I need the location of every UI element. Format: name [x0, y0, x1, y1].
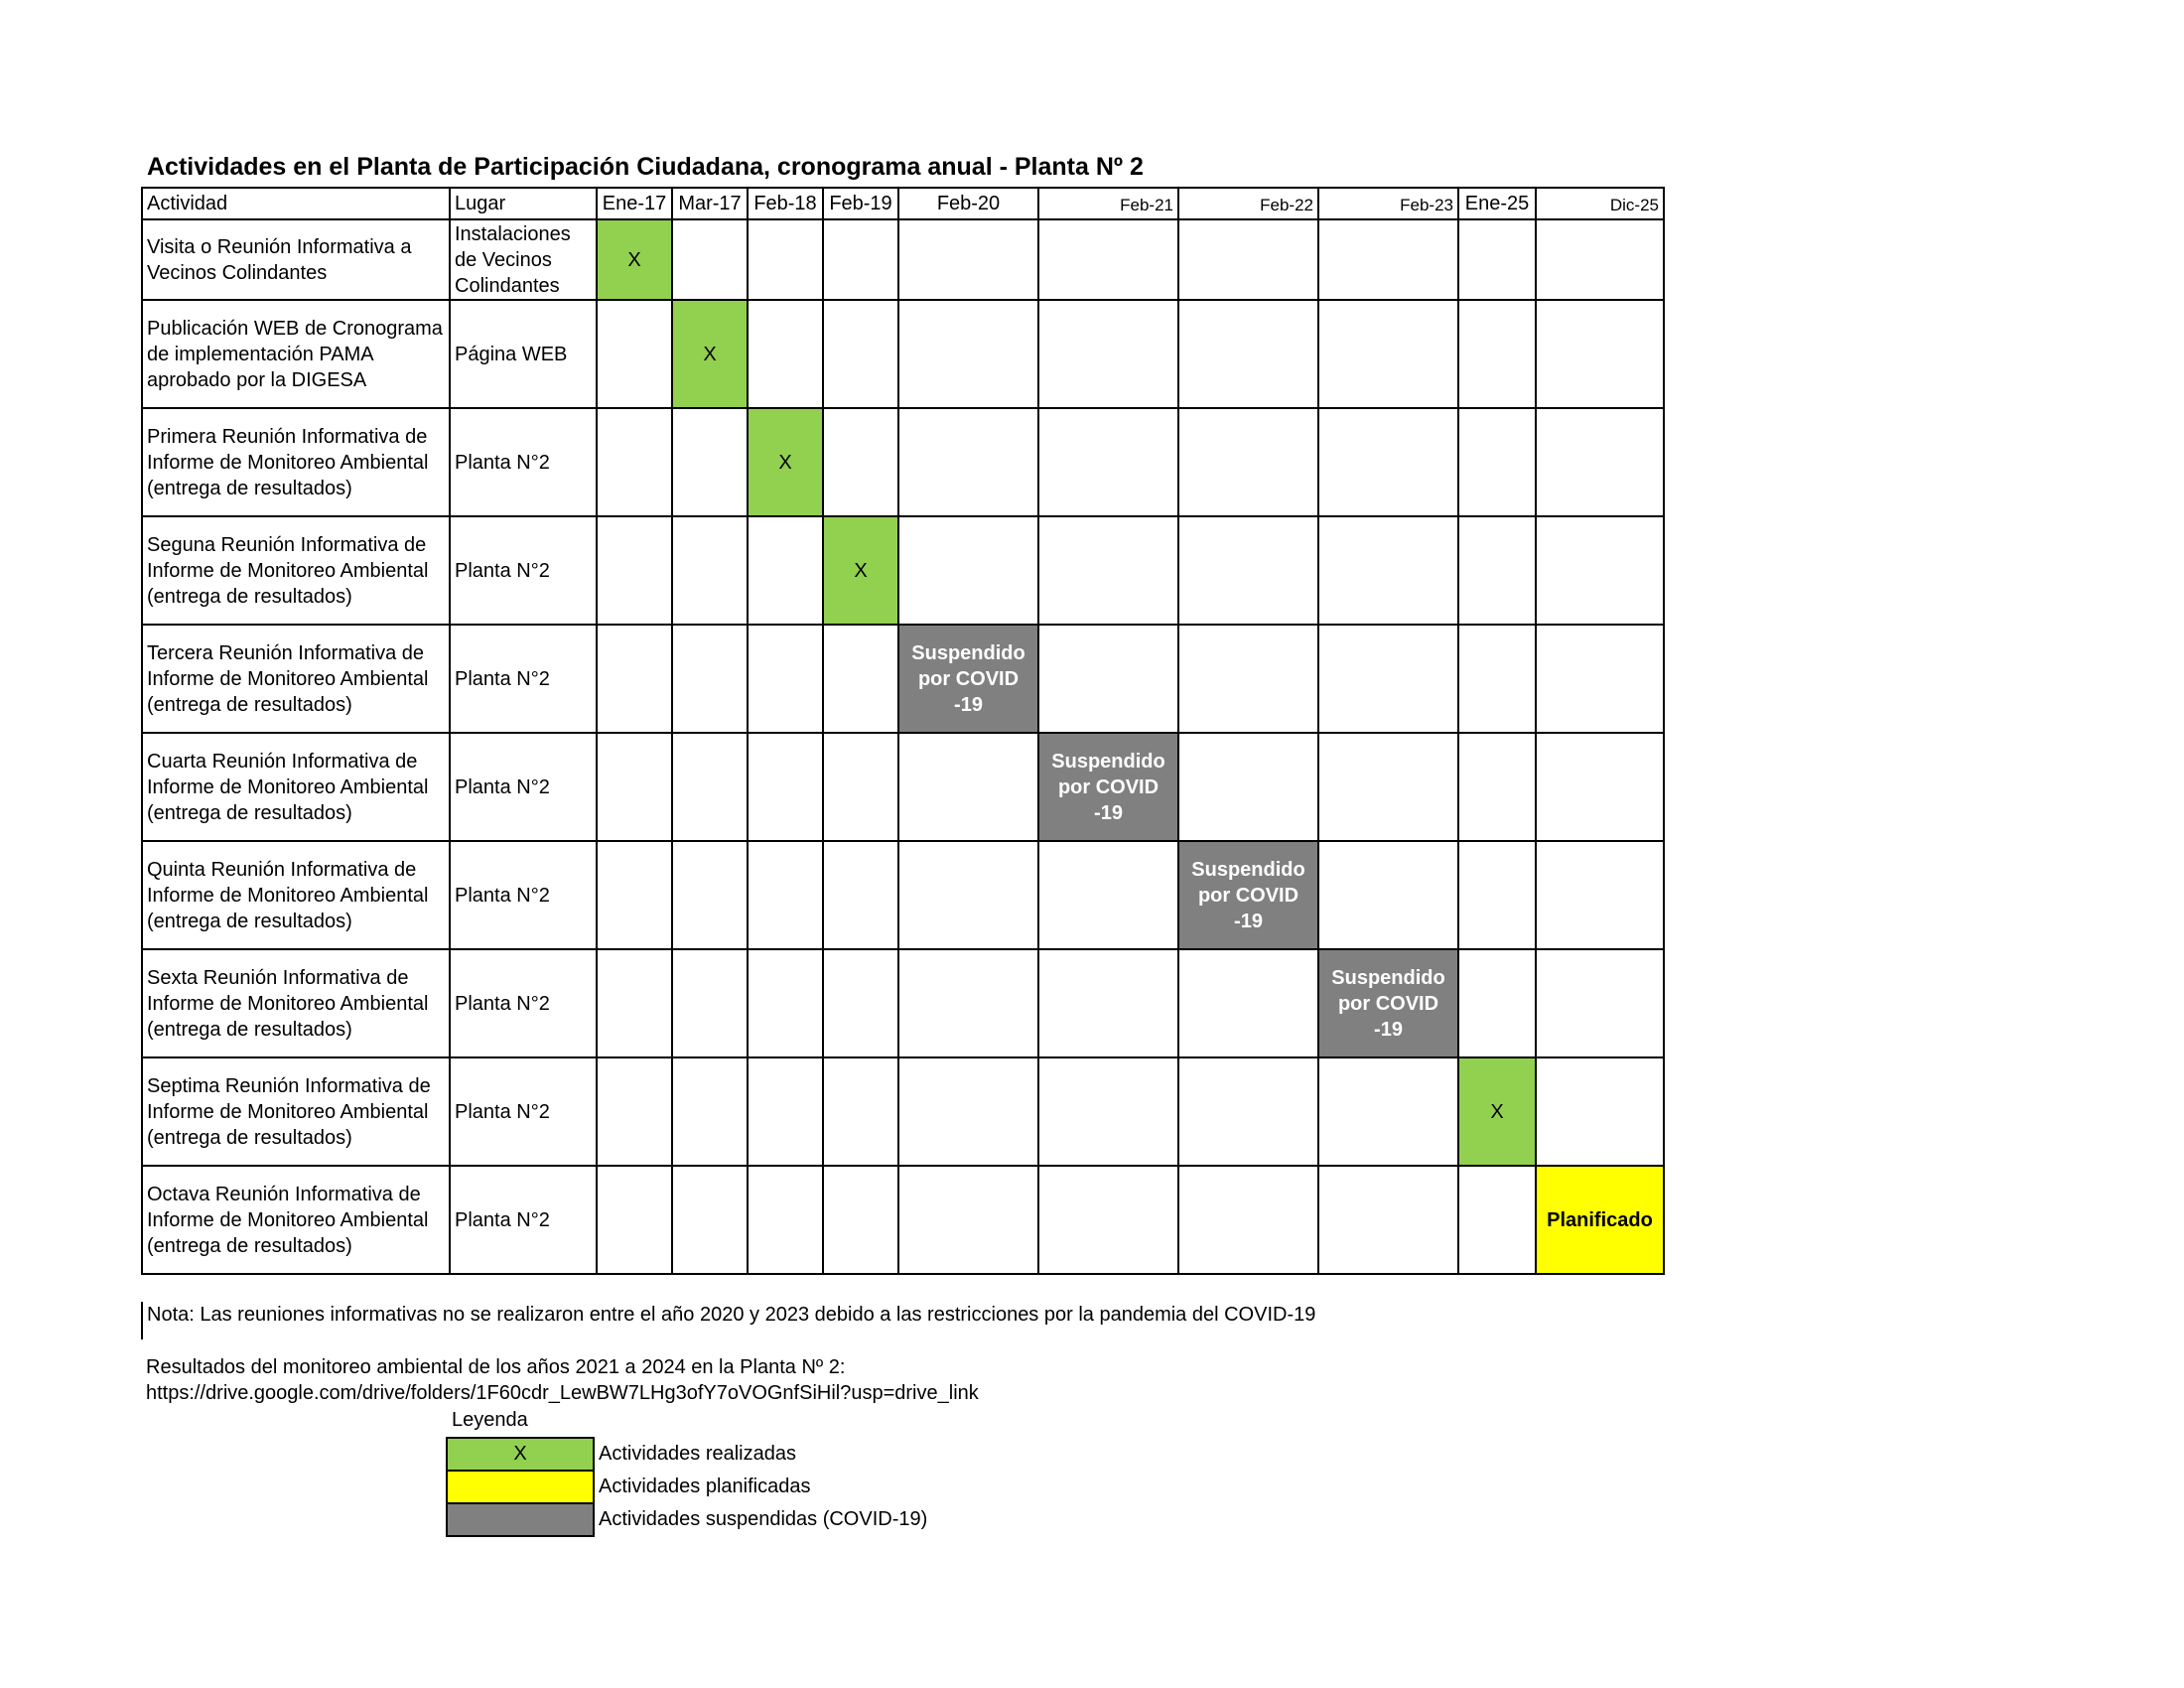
empty-cell: [597, 516, 672, 625]
empty-cell: [748, 1166, 823, 1274]
empty-cell: [1536, 733, 1664, 841]
empty-cell: [1038, 949, 1178, 1057]
legend-label: Actividades suspendidas (COVID-19): [599, 1508, 928, 1530]
suspended-cell: Suspendido por COVID -19: [1178, 841, 1318, 949]
legend-swatch: X: [447, 1438, 594, 1471]
empty-cell: [1038, 1057, 1178, 1166]
empty-cell: [672, 625, 748, 733]
table-row: [142, 949, 1664, 1057]
table-row: [142, 219, 1664, 300]
header-row: [142, 188, 1664, 219]
legend-label: Actividades planificadas: [599, 1476, 811, 1497]
empty-cell: [898, 408, 1038, 516]
empty-cell: [597, 1166, 672, 1274]
schedule-table: [141, 187, 1665, 1275]
empty-cell: [1536, 516, 1664, 625]
empty-cell: [1178, 949, 1318, 1057]
empty-cell: [898, 949, 1038, 1057]
empty-cell: [898, 1057, 1038, 1166]
empty-cell: [597, 408, 672, 516]
place-cell: Planta N°2: [450, 408, 597, 516]
empty-cell: [748, 625, 823, 733]
empty-cell: [748, 733, 823, 841]
table-row: [142, 516, 1664, 625]
header-lugar: Lugar: [450, 188, 597, 219]
empty-cell: [1458, 408, 1536, 516]
results-label: Resultados del monitoreo ambiental de los años 2021 a 2024 en la Planta Nº 2:: [146, 1356, 846, 1378]
suspended-cell: Suspendido por COVID -19: [1318, 949, 1458, 1057]
activity-cell: Visita o Reunión Informativa a Vecinos Colindantes: [142, 219, 450, 300]
legend-label: Actividades realizadas: [599, 1443, 796, 1465]
empty-cell: [898, 219, 1038, 300]
empty-cell: [1178, 219, 1318, 300]
empty-cell: [672, 516, 748, 625]
empty-cell: [1318, 408, 1458, 516]
empty-cell: [1318, 1166, 1458, 1274]
empty-cell: [898, 1166, 1038, 1274]
place-cell: Planta N°2: [450, 1057, 597, 1166]
page-title: Actividades en el Planta de Participación Ciudadana, cronograma anual - Planta Nº 2: [147, 153, 1144, 181]
empty-cell: [672, 841, 748, 949]
place-cell: Planta N°2: [450, 625, 597, 733]
header-month: Mar-17: [672, 188, 748, 219]
empty-cell: [748, 300, 823, 408]
empty-cell: [1458, 949, 1536, 1057]
activity-cell: Octava Reunión Informativa de Informe de Monitoreo Ambiental (entrega de resultados): [142, 1166, 450, 1274]
header-month: Ene-17: [597, 188, 672, 219]
empty-cell: [1038, 841, 1178, 949]
empty-cell: [1458, 733, 1536, 841]
note-text: Nota: Las reuniones informativas no se realizaron entre el año 2020 y 2023 debido a las restricciones por la pandemia del COVID-19: [141, 1302, 1656, 1339]
empty-cell: [898, 516, 1038, 625]
legend: [446, 1437, 929, 1537]
table-row: [142, 1057, 1664, 1166]
empty-cell: [1178, 625, 1318, 733]
empty-cell: [823, 408, 898, 516]
activity-cell: Tercera Reunión Informativa de Informe de Monitoreo Ambiental (entrega de resultados): [142, 625, 450, 733]
place-cell: Planta N°2: [450, 733, 597, 841]
header-month: Ene-25: [1458, 188, 1536, 219]
empty-cell: [1458, 516, 1536, 625]
place-cell: Instalaciones de Vecinos Colindantes: [450, 219, 597, 300]
place-cell: Planta N°2: [450, 949, 597, 1057]
legend-swatch: [447, 1471, 594, 1503]
done-mark-cell: X: [672, 300, 748, 408]
empty-cell: [748, 841, 823, 949]
empty-cell: [1536, 408, 1664, 516]
empty-cell: [672, 1057, 748, 1166]
empty-cell: [1318, 841, 1458, 949]
empty-cell: [597, 300, 672, 408]
empty-cell: [1458, 841, 1536, 949]
empty-cell: [823, 1057, 898, 1166]
empty-cell: [898, 300, 1038, 408]
empty-cell: [1536, 300, 1664, 408]
planned-cell: Planificado: [1536, 1166, 1664, 1274]
empty-cell: [1458, 1166, 1536, 1274]
empty-cell: [1178, 300, 1318, 408]
empty-cell: [1318, 516, 1458, 625]
empty-cell: [672, 219, 748, 300]
empty-cell: [823, 300, 898, 408]
legend-item: [447, 1438, 928, 1471]
empty-cell: [1318, 1057, 1458, 1166]
table-row: [142, 1166, 1664, 1274]
empty-cell: [1536, 219, 1664, 300]
place-cell: Planta N°2: [450, 516, 597, 625]
suspended-cell: Suspendido por COVID -19: [1038, 733, 1178, 841]
legend-item: [447, 1471, 928, 1503]
activity-cell: Cuarta Reunión Informativa de Informe de Monitoreo Ambiental (entrega de resultados): [142, 733, 450, 841]
empty-cell: [597, 949, 672, 1057]
empty-cell: [1536, 841, 1664, 949]
header-month: Dic-25: [1536, 188, 1664, 219]
place-cell: Planta N°2: [450, 841, 597, 949]
legend-swatch: [447, 1503, 594, 1536]
empty-cell: [597, 625, 672, 733]
activity-cell: Seguna Reunión Informativa de Informe de Monitoreo Ambiental (entrega de resultados): [142, 516, 450, 625]
place-cell: Planta N°2: [450, 1166, 597, 1274]
empty-cell: [1536, 1057, 1664, 1166]
header-month: Feb-18: [748, 188, 823, 219]
activity-cell: Quinta Reunión Informativa de Informe de Monitoreo Ambiental (entrega de resultados): [142, 841, 450, 949]
empty-cell: [1458, 300, 1536, 408]
empty-cell: [1038, 516, 1178, 625]
empty-cell: [748, 219, 823, 300]
empty-cell: [1038, 408, 1178, 516]
empty-cell: [1178, 1057, 1318, 1166]
legend-item: [447, 1503, 928, 1536]
empty-cell: [1038, 219, 1178, 300]
activity-cell: Sexta Reunión Informativa de Informe de Monitoreo Ambiental (entrega de resultados): [142, 949, 450, 1057]
empty-cell: [823, 733, 898, 841]
empty-cell: [1038, 625, 1178, 733]
empty-cell: [1458, 625, 1536, 733]
empty-cell: [1458, 219, 1536, 300]
empty-cell: [823, 219, 898, 300]
empty-cell: [1178, 1166, 1318, 1274]
empty-cell: [1178, 408, 1318, 516]
empty-cell: [1318, 625, 1458, 733]
empty-cell: [748, 1057, 823, 1166]
header-month: Feb-21: [1038, 188, 1178, 219]
done-mark-cell: X: [748, 408, 823, 516]
empty-cell: [898, 733, 1038, 841]
done-mark-cell: X: [823, 516, 898, 625]
legend-title: Leyenda: [452, 1409, 528, 1431]
empty-cell: [597, 1057, 672, 1166]
suspended-cell: Suspendido por COVID -19: [898, 625, 1038, 733]
empty-cell: [898, 841, 1038, 949]
header-month: Feb-22: [1178, 188, 1318, 219]
empty-cell: [823, 841, 898, 949]
table-row: [142, 408, 1664, 516]
empty-cell: [823, 949, 898, 1057]
done-mark-cell: X: [597, 219, 672, 300]
table-row: [142, 733, 1664, 841]
empty-cell: [823, 1166, 898, 1274]
header-actividad: Actividad: [142, 188, 450, 219]
header-month: Feb-20: [898, 188, 1038, 219]
empty-cell: [823, 625, 898, 733]
header-month: Feb-23: [1318, 188, 1458, 219]
empty-cell: [672, 733, 748, 841]
empty-cell: [1038, 300, 1178, 408]
empty-cell: [672, 1166, 748, 1274]
done-mark-cell: X: [1458, 1057, 1536, 1166]
empty-cell: [1318, 219, 1458, 300]
empty-cell: [1536, 625, 1664, 733]
empty-cell: [672, 408, 748, 516]
empty-cell: [597, 841, 672, 949]
header-month: Feb-19: [823, 188, 898, 219]
place-cell: Página WEB: [450, 300, 597, 408]
empty-cell: [748, 949, 823, 1057]
results-link[interactable]: https://drive.google.com/drive/folders/1F60cdr_LewBW7LHg3ofY7oVOGnfSiHil?usp=drive_link: [146, 1382, 979, 1404]
empty-cell: [1318, 733, 1458, 841]
empty-cell: [748, 516, 823, 625]
table-row: [142, 841, 1664, 949]
empty-cell: [672, 949, 748, 1057]
activity-cell: Publicación WEB de Cronograma de implementación PAMA aprobado por la DIGESA: [142, 300, 450, 408]
empty-cell: [1318, 300, 1458, 408]
empty-cell: [1178, 516, 1318, 625]
empty-cell: [1178, 733, 1318, 841]
activity-cell: Septima Reunión Informativa de Informe de Monitoreo Ambiental (entrega de resultados): [142, 1057, 450, 1166]
table-row: [142, 625, 1664, 733]
empty-cell: [597, 733, 672, 841]
table-row: [142, 300, 1664, 408]
activity-cell: Primera Reunión Informativa de Informe de Monitoreo Ambiental (entrega de resultados): [142, 408, 450, 516]
empty-cell: [1038, 1166, 1178, 1274]
empty-cell: [1536, 949, 1664, 1057]
